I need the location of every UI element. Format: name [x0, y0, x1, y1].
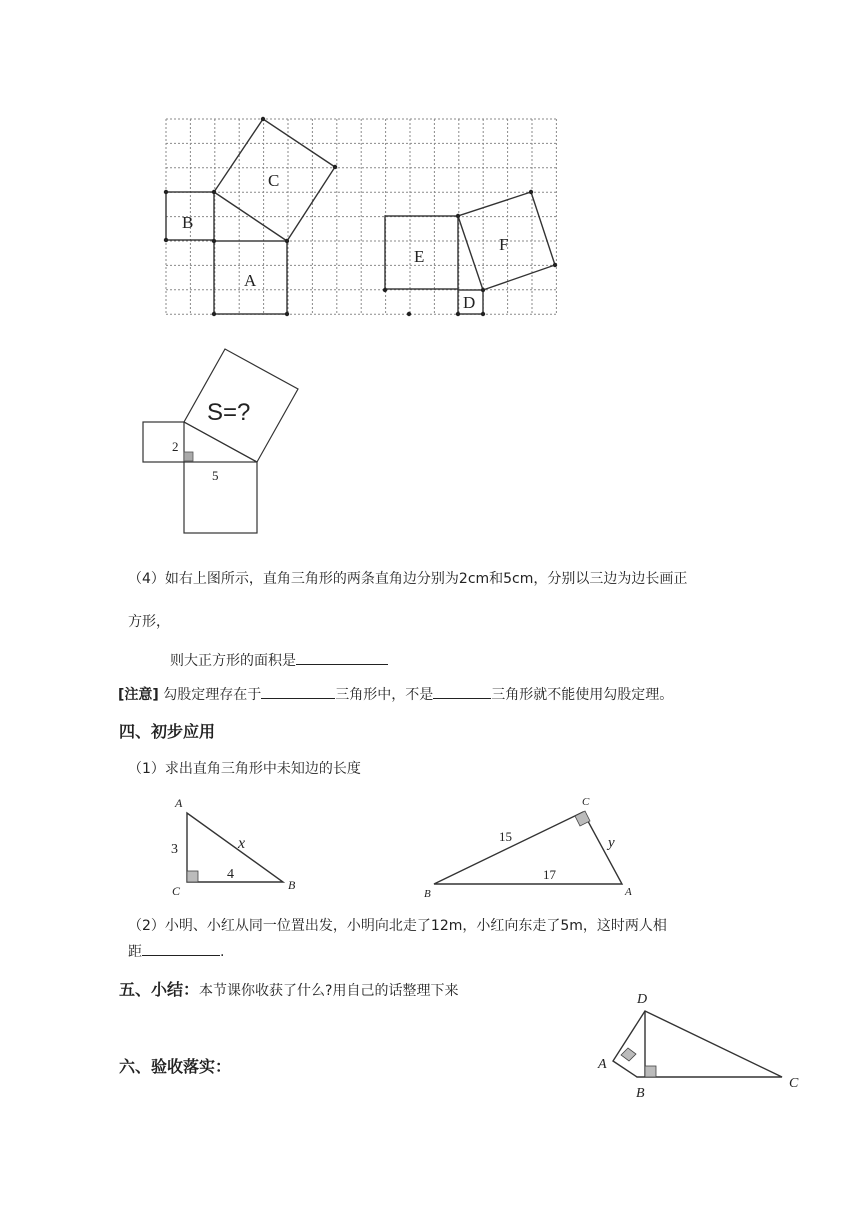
label-b: B [182, 213, 194, 232]
section6-title: 六、验收落实： [119, 1057, 232, 1076]
section4-title: 四、初步应用 [119, 722, 216, 741]
q2-answer-blank[interactable] [142, 941, 220, 956]
t1-vertex-a: A [175, 796, 183, 810]
q4-prompt: 则大正方形的面积是 [170, 653, 296, 669]
triangle-2-figure [420, 792, 646, 900]
t2-side-ba: 17 [543, 867, 556, 882]
t1-side-ac: 3 [171, 842, 178, 857]
q2-suffix: . [220, 944, 225, 960]
q-vertex-a: A [598, 1057, 607, 1072]
leg-short-label: 2 [172, 439, 179, 454]
q-vertex-d: D [637, 992, 648, 1007]
q2-prefix: 距 [128, 944, 142, 960]
t2-side-ca: y [608, 835, 615, 851]
section5-line [119, 977, 458, 1001]
area-question: S=? [207, 399, 251, 426]
section5-text: 本节课你收获了什么?用自己的话整理下来 [199, 983, 459, 999]
t1-hyp: x [238, 835, 246, 852]
q4-line3 [170, 650, 388, 671]
note-blank-1[interactable] [261, 684, 335, 699]
label-f: F [499, 235, 509, 254]
t2-vertex-a: A [625, 886, 632, 898]
label-a: A [244, 271, 257, 290]
pythagoras-square-figure [138, 344, 306, 538]
t2-vertex-b: B [424, 888, 431, 900]
t1-vertex-b: B [288, 878, 296, 892]
t1-side-cb: 4 [227, 867, 234, 882]
q4-answer-blank[interactable] [296, 650, 388, 665]
leg-long-label: 5 [212, 468, 219, 483]
note-blank-2[interactable] [433, 684, 491, 699]
grid-squares-figure [160, 112, 570, 324]
q4-line2: 方形， [128, 614, 170, 630]
label-c: C [268, 171, 280, 190]
t2-vertex-c: C [582, 796, 590, 808]
note-line [118, 684, 673, 705]
label-e: E [414, 247, 425, 266]
section4-q1: （1）求出直角三角形中未知边的长度 [128, 761, 361, 777]
note-tag: [注意] [118, 687, 159, 703]
t2-side-bc: 15 [499, 829, 512, 844]
note-part3: 三角形就不能使用勾股定理。 [491, 687, 674, 703]
section4-q2-line2 [128, 941, 224, 962]
note-part2: 三角形中，不是 [335, 687, 434, 703]
quadrilateral-abcd-figure [592, 986, 804, 1102]
q-vertex-b: B [636, 1086, 645, 1101]
section5-title: 五、小结： [119, 980, 200, 999]
q-vertex-c: C [789, 1076, 799, 1091]
section4-q2-line1: （2）小明、小红从同一位置出发，小明向北走了12m，小红向东走了5m，这时两人相 [128, 918, 667, 934]
triangle-1-figure [164, 792, 310, 898]
t1-vertex-c: C [172, 884, 181, 898]
note-part1: 勾股定理存在于 [158, 687, 262, 703]
q4-line1: （4）如右上图所示，直角三角形的两条直角边分别为2cm和5cm，分别以三边为边长画正 [128, 571, 688, 587]
label-d: D [463, 293, 476, 312]
